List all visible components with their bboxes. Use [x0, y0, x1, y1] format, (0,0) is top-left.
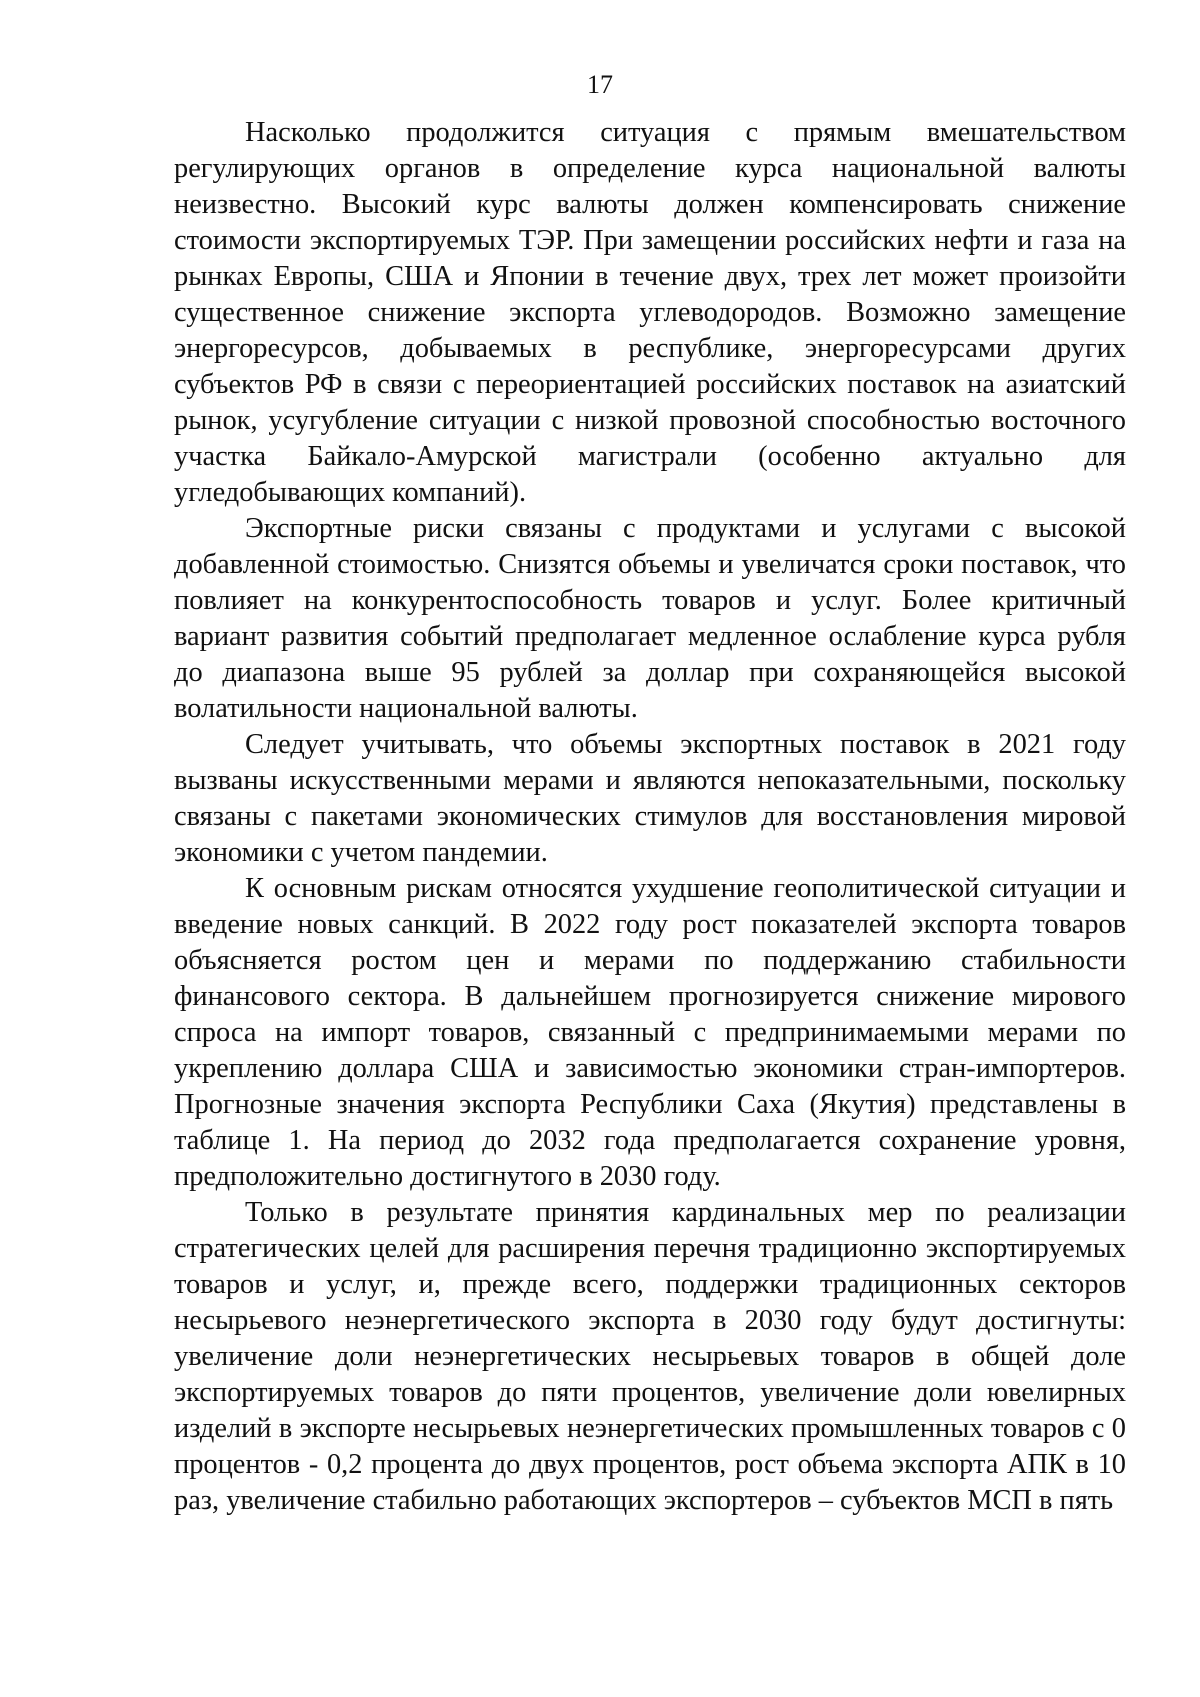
body-text [174, 115, 1126, 1519]
paragraph-export-volumes-2021: Следует учитывать, что объемы экспортных поставок в 2021 году вызваны искусственными мерами и являются непоказательными, поскольку связаны с пакетами экономических стимулов для восстановления мировой экономики с учетом пандемии. [174, 729, 1126, 868]
paragraph-strategic-goals: Только в результате принятия кардинальных мер по реализации стратегических целей для расширения перечня традиционно экспортируемых товаров и услуг, и, прежде всего, поддержки традиционных секторов несырьевого неэнергетического экспорта в 2030 году будут достигнуты: увеличение доли неэнергетических несырьевых товаров в общей доле экспортируемых товаров до пяти процентов, увеличение доли ювелирных изделий в экспорте несырьевых неэнергетических промышленных товаров с 0 процентов - 0,2 процента до двух процентов, рост объема экспорта АПК в 10 раз, увеличение стабильно работающих экспортеров – субъектов МСП в пять [174, 1197, 1126, 1516]
paragraph-main-risks: К основным рискам относятся ухудшение геополитической ситуации и введение новых санкций. В 2022 году рост показателей экспорта товаров объясняется ростом цен и мерами по поддержанию стабильности финансового сектора. В дальнейшем прогнозируется снижение мирового спроса на импорт товаров, связанный с предпринимаемыми мерами по укреплению доллара США и зависимостью экономики стран-импортеров. Прогнозные значения экспорта Республики Саха (Якутия) представлены в таблице 1. На период до 2032 года предполагается сохранение уровня, предположительно достигнутого в 2030 году. [174, 873, 1126, 1192]
paragraph-exchange-rate: Насколько продолжится ситуация с прямым вмешательством регулирующих органов в определение курса национальной валюты неизвестно. Высокий курс валюты должен компенсировать снижение стоимости экспортируемых ТЭР. При замещении российских нефти и газа на рынках Европы, США и Японии в течение двух, трех лет может произойти существенное снижение экспорта углеводородов. Возможно замещение энергоресурсов, добываемых в республике, энергоресурсами других субъектов РФ в связи с переориентацией российских поставок на азиатский рынок, усугубление ситуации с низкой провозной способностью восточного участка Байкало-Амурской магистрали (особенно актуально для угледобывающих компаний). [174, 117, 1126, 508]
page-number: 17 [587, 70, 613, 99]
paragraph-export-risks: Экспортные риски связаны с продуктами и услугами с высокой добавленной стоимостью. Снизятся объемы и увеличатся сроки поставок, что повлияет на конкурентоспособность товаров и услуг. Более критичный вариант развития событий предполагает медленное ослабление курса рубля до диапазона выше 95 рублей за доллар при сохраняющейся высокой волатильности национальной валюты. [174, 513, 1126, 724]
